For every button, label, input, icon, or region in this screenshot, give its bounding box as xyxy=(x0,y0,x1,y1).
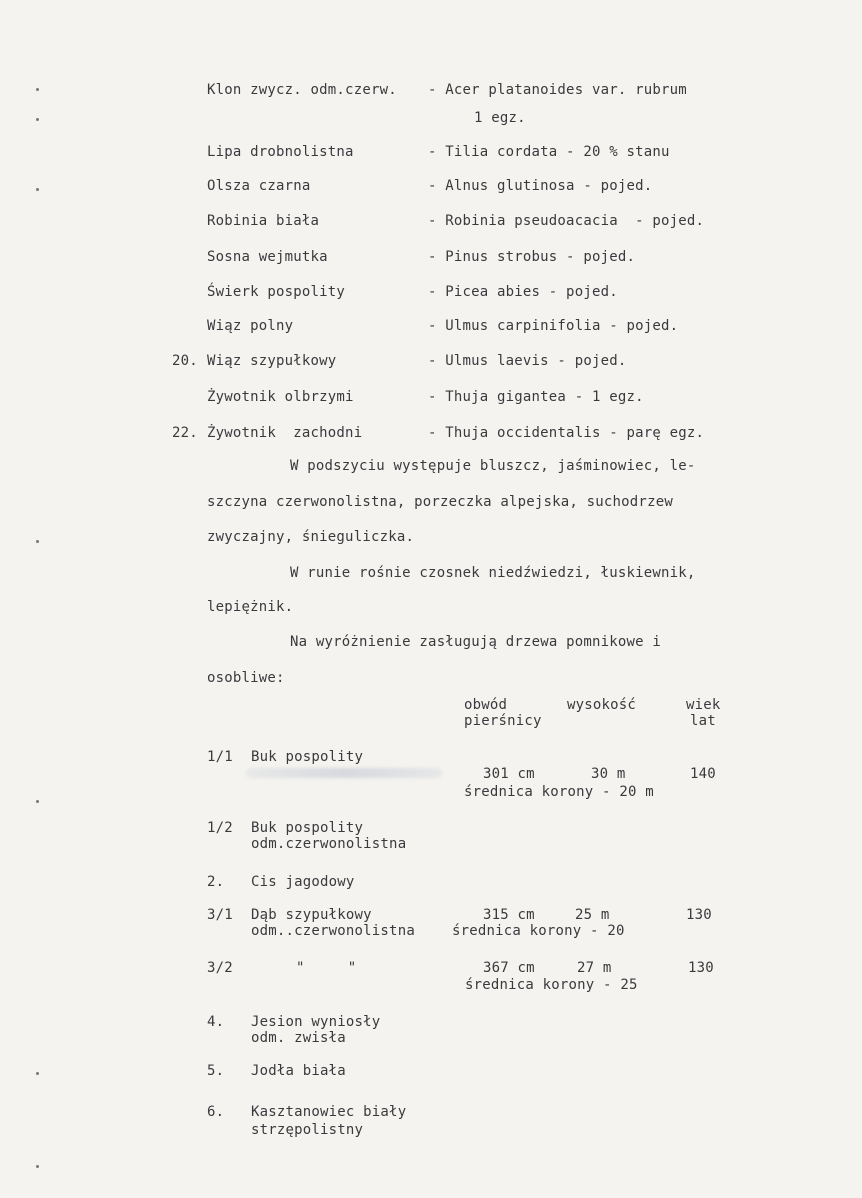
species-number: 22. xyxy=(172,425,198,441)
species-number: 20. xyxy=(172,353,198,369)
monument-name-cont: strzępolistny xyxy=(251,1122,364,1138)
species-name: Żywotnik zachodni xyxy=(207,425,363,441)
monument-crown: średnica korony - 25 xyxy=(465,977,638,993)
header-wysokosc: wysokość xyxy=(567,697,637,713)
species-latin: - Ulmus carpinifolia - pojed. xyxy=(428,318,679,334)
margin-speck xyxy=(36,188,39,191)
monument-obwod: 367 cm xyxy=(483,960,535,976)
header-obwod: obwód xyxy=(464,697,508,713)
monument-name-cont: odm..czerwonolistna xyxy=(251,923,415,939)
monument-name-cont: odm.czerwonolistna xyxy=(251,836,407,852)
species-name: Świerk pospolity xyxy=(207,284,346,300)
monument-obwod: 301 cm xyxy=(483,766,535,782)
monument-ditto: " " xyxy=(296,960,357,976)
monument-name: Jesion wyniosły xyxy=(251,1014,381,1030)
monument-crown: średnica korony - 20 m xyxy=(464,784,654,800)
paragraph-line: osobliwe: xyxy=(207,670,285,686)
paragraph-line: szczyna czerwonolistna, porzeczka alpejska, suchodrzew xyxy=(207,494,673,510)
monument-name: Jodła biała xyxy=(251,1063,346,1079)
species-name: Wiąz polny xyxy=(207,318,294,334)
margin-speck xyxy=(36,118,39,121)
monument-number: 1/2 xyxy=(207,820,233,836)
species-latin: - Alnus glutinosa - pojed. xyxy=(428,178,653,194)
margin-speck xyxy=(36,800,39,803)
species-name: Sosna wejmutka xyxy=(207,249,328,265)
species-name: Robinia biała xyxy=(207,213,320,229)
monument-wysokosc: 25 m xyxy=(575,907,610,923)
monument-wysokosc: 30 m xyxy=(591,766,626,782)
species-latin: - Thuja occidentalis - parę egz. xyxy=(428,425,705,441)
monument-name: Cis jagodowy xyxy=(251,874,355,890)
monument-number: 1/1 xyxy=(207,749,233,765)
margin-speck xyxy=(36,540,39,543)
redaction-smudge xyxy=(246,768,442,778)
species-name: Lipa drobnolistna xyxy=(207,144,354,160)
margin-speck xyxy=(36,88,39,91)
species-name: Wiąz szypułkowy xyxy=(207,353,337,369)
monument-name: Kasztanowiec biały xyxy=(251,1104,407,1120)
paragraph-line: zwyczajny, śnieguliczka. xyxy=(207,529,415,545)
paragraph-line: W runie rośnie czosnek niedźwiedzi, łuskiewnik, xyxy=(290,565,696,581)
monument-number: 4. xyxy=(207,1014,225,1030)
species-latin: - Thuja gigantea - 1 egz. xyxy=(428,389,644,405)
monument-wiek: 140 xyxy=(690,766,716,782)
monument-name-cont: odm. zwisła xyxy=(251,1030,346,1046)
header-piersnicy: pierśnicy xyxy=(464,713,542,729)
monument-wiek: 130 xyxy=(686,907,712,923)
monument-wiek: 130 xyxy=(688,960,714,976)
header-lat: lat xyxy=(690,713,716,729)
paragraph-line: lepiężnik. xyxy=(207,599,294,615)
monument-number: 6. xyxy=(207,1104,225,1120)
monument-name: Dąb szypułkowy xyxy=(251,907,372,923)
species-latin: - Acer platanoides var. rubrum xyxy=(428,82,687,98)
species-latin: - Tilia cordata - 20 % stanu xyxy=(428,144,670,160)
species-latin: - Picea abies - pojed. xyxy=(428,284,618,300)
margin-speck xyxy=(36,1072,39,1075)
monument-number: 3/2 xyxy=(207,960,233,976)
species-latin: - Robinia pseudoacacia - pojed. xyxy=(428,213,705,229)
species-latin: - Ulmus laevis - pojed. xyxy=(428,353,627,369)
monument-name: Buk pospolity xyxy=(251,820,364,836)
paragraph-line: W podszyciu występuje bluszcz, jaśminowiec, le- xyxy=(290,458,696,474)
monument-number: 3/1 xyxy=(207,907,233,923)
monument-name: Buk pospolity xyxy=(251,749,364,765)
species-latin: - Pinus strobus - pojed. xyxy=(428,249,636,265)
monument-wysokosc: 27 m xyxy=(577,960,612,976)
species-latin-cont: 1 egz. xyxy=(474,110,526,126)
paragraph-line: Na wyróżnienie zasługują drzewa pomnikowe i xyxy=(290,634,662,650)
margin-speck xyxy=(36,1165,39,1168)
monument-number: 5. xyxy=(207,1063,225,1079)
monument-number: 2. xyxy=(207,874,225,890)
species-name: Olsza czarna xyxy=(207,178,311,194)
species-name: Żywotnik olbrzymi xyxy=(207,389,354,405)
header-wiek: wiek xyxy=(686,697,721,713)
monument-crown: średnica korony - 20 xyxy=(452,923,625,939)
monument-obwod: 315 cm xyxy=(483,907,535,923)
species-name: Klon zwycz. odm.czerw. xyxy=(207,82,397,98)
